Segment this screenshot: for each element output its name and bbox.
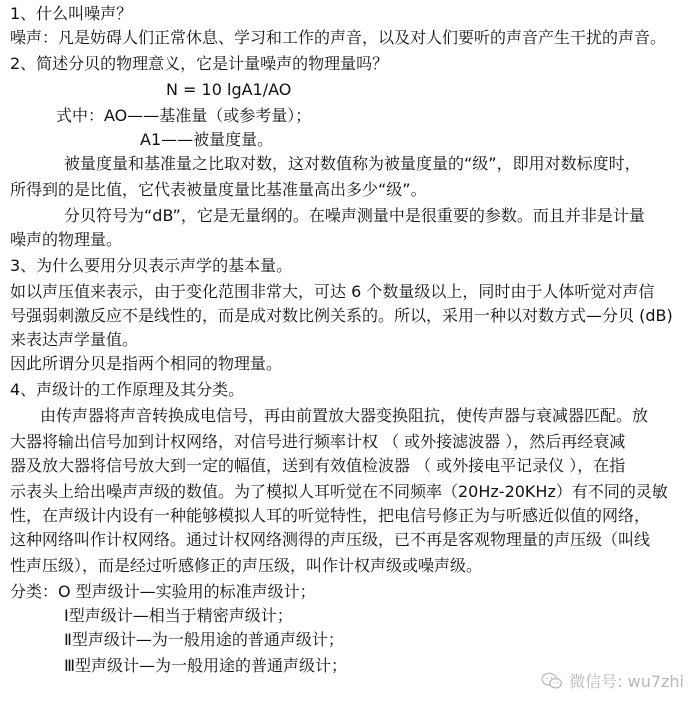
paragraph-line: 示表头上给出噪声声级的数值。为了模拟人耳听觉在不同频率（20Hz-20KHz）有不同的灵敏: [10, 482, 668, 501]
formula-legend-ao: 式中：AO——基准量（或参考量）；: [56, 106, 312, 125]
paragraph-line: 被量度量和基准量之比取对数，这对数值称为被量度量的“级”，即用对数标度时，: [64, 154, 641, 173]
watermark: [541, 669, 684, 692]
wechat-icon: [541, 672, 563, 690]
paragraph-line: 因此所谓分贝是指两个相同的物理量。: [10, 354, 283, 373]
classification-type-3: Ⅲ型声级计—为一般用途的普通声级计；: [64, 656, 348, 675]
watermark-text: 微信号: wu7zhi: [569, 672, 684, 691]
paragraph-line: 分贝符号为“dB”，它是无量纲的。在噪声测量中是很重要的参数。而且并非是计量: [64, 206, 645, 225]
paragraph-line: 性声压级），而是经过听感修正的声压级，叫作计权声级或噪声级。: [10, 556, 483, 575]
formula-legend-a1: A1——被量度量。: [140, 130, 274, 149]
decibel-formula: N = 10 lgA1/AO: [166, 80, 292, 99]
classification-type-1: Ⅰ型声级计—相当于精密声级计；: [64, 606, 293, 625]
paragraph-line: 号强弱刺激反应不是线性的，而是成对数比例关系的。所以，采用一种以对数方式—分贝 (dB): [10, 306, 673, 325]
paragraph-line: 这种网络叫作计权网络。通过计权网络测得的声压级，已不再是客观物理量的声压级（叫线: [10, 530, 651, 549]
question-2-heading: 2、简述分贝的物理意义，它是计量噪声的物理量吗？: [10, 54, 389, 73]
paragraph-line: 由传声器将声音转换成电信号，再由前置放大器变换阻抗，使传声器与衰减器匹配。放: [40, 406, 649, 425]
paragraph-line: 性，在声级计内设有一种能够模拟人耳的听觉特性，把电信号修正为与听感近似值的网络，: [10, 506, 651, 525]
question-4-heading: 4、声级计的工作原理及其分类。: [10, 380, 245, 399]
paragraph-line: 所得到的是比值，它代表被量度量比基准量高出多少“级”。: [10, 180, 427, 199]
noise-definition: 噪声：凡是妨碍人们正常休息、学习和工作的声音，以及对人们要听的声音产生干扰的声音。: [10, 28, 667, 47]
paragraph-line: 器及放大器将信号放大到一定的幅值，送到有效值检波器 （ 或外接电平记录仪 ），在指: [10, 456, 626, 475]
paragraph-line: 来表达声学量值。: [10, 330, 139, 349]
paragraph-line: 噪声的物理量。: [10, 230, 123, 249]
paragraph-line: 如以声压值来表示，由于变化范围非常大，可达 6 个数量级以上，同时由于人体听觉对声信: [10, 282, 655, 301]
classification-type-2: Ⅱ型声级计—为一般用途的普通声级计；: [64, 630, 344, 649]
question-1-heading: 1、什么叫噪声？: [10, 4, 133, 23]
question-3-heading: 3、为什么要用分贝表示声学的基本量。: [10, 256, 293, 275]
paragraph-line: 大器将输出信号加到计权网络，对信号进行频率计权 （ 或外接滤波器 ），然后再经衰减: [10, 432, 626, 451]
classification-type-0: 分类：O 型声级计—实验用的标准声级计；: [10, 582, 316, 601]
